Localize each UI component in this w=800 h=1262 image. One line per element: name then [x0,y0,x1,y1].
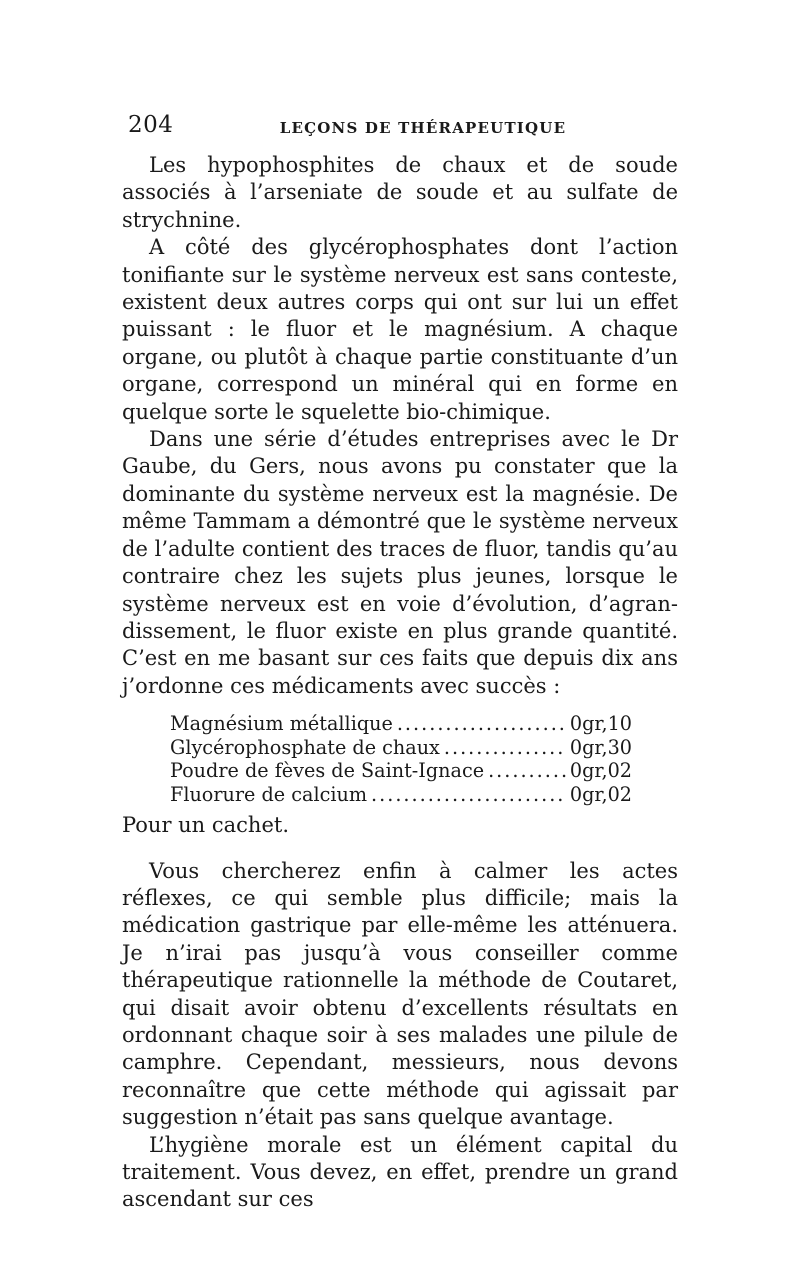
ingredient-name: Magnésium métallique [170,712,393,736]
ingredient-dose: 0gr,10 [569,712,632,736]
dot-leader [444,736,566,760]
prescription-item [170,736,632,760]
dot-leader [371,783,566,807]
ingredient-dose: 0gr,02 [569,782,632,806]
prescription-item [170,712,632,736]
page-number: 204 [128,112,174,138]
paragraph-studies: Dans une série d’études entreprises avec le Dr Gaube, du Gers, nous avons pu constater que la dominante du système nerveux est la magnésie. De même Tammam a démontré que le système nerveux de l’adulte contient des traces de fluor, tandis qu’au contraire chez les sujets plus jeunes, lorsque le système nerveux est en voie d’évolution, d’agrandissement, le fluor existe en plus grande quantité. C’est en me basant sur ces faits que depuis dix ans j’ordonne ces médicaments avec succès : [122,427,678,698]
ingredient-name: Poudre de fèves de Saint-Ignace [170,759,485,783]
page-header [128,112,678,148]
paragraph-glycerophosphates: A côté des glycérophosphates dont l’action tonifiante sur le système nerveux est sans conteste, existent deux autres corps qui ont sur lui un effet puissant : le fluor et le magnésium. A chaque organe, ou plutôt à chaque partie constituante d’un organe, correspond un minéral qui en forme en quelque sorte le squelette bio-chimique. [122,235,678,424]
paragraph-reflexes: Vous chercherez enfin à calmer les actes réflexes, ce qui semble plus difficile; mais la médication gastrique par elle-même les atténuera. Je n’irai pas jusqu’à vous conseiller comme thérapeutique rationnelle la méthode de Coutaret, qui disait avoir obtenu d’excellents résultats en ordonnant chaque soir à ses malades une pilule de camphre. Cependant, messieurs, nous devons reconnaître que cette méthode qui agissait par suggestion n’était pas sans quelque avantage. [122,858,678,1130]
ingredient-name: Glycérophosphate de chaux [170,735,440,759]
dot-leader [397,712,566,736]
page-body [122,152,678,1214]
prescription-list [170,712,632,806]
paragraph-hypophosphites: Les hypophosphites de chaux et de soude associés à l’arseniate de soude et au sulfate de strychnine. [122,153,678,232]
paragraph-moral-hygiene: L’hygiène morale est un élément capital du traitement. Vous devez, en effet, prendre un grand ascendant sur ces [122,1132,678,1212]
prescription-item [170,759,632,783]
ingredient-dose: 0gr,02 [569,759,632,783]
prescription-note: Pour un cachet. [122,813,289,838]
dot-leader [488,759,566,783]
prescription-item [170,783,632,807]
ingredient-name: Fluorure de calcium [170,782,368,806]
ingredient-dose: 0gr,30 [569,735,632,759]
running-title: LEÇONS DE THÉRAPEUTIQUE [279,119,567,137]
